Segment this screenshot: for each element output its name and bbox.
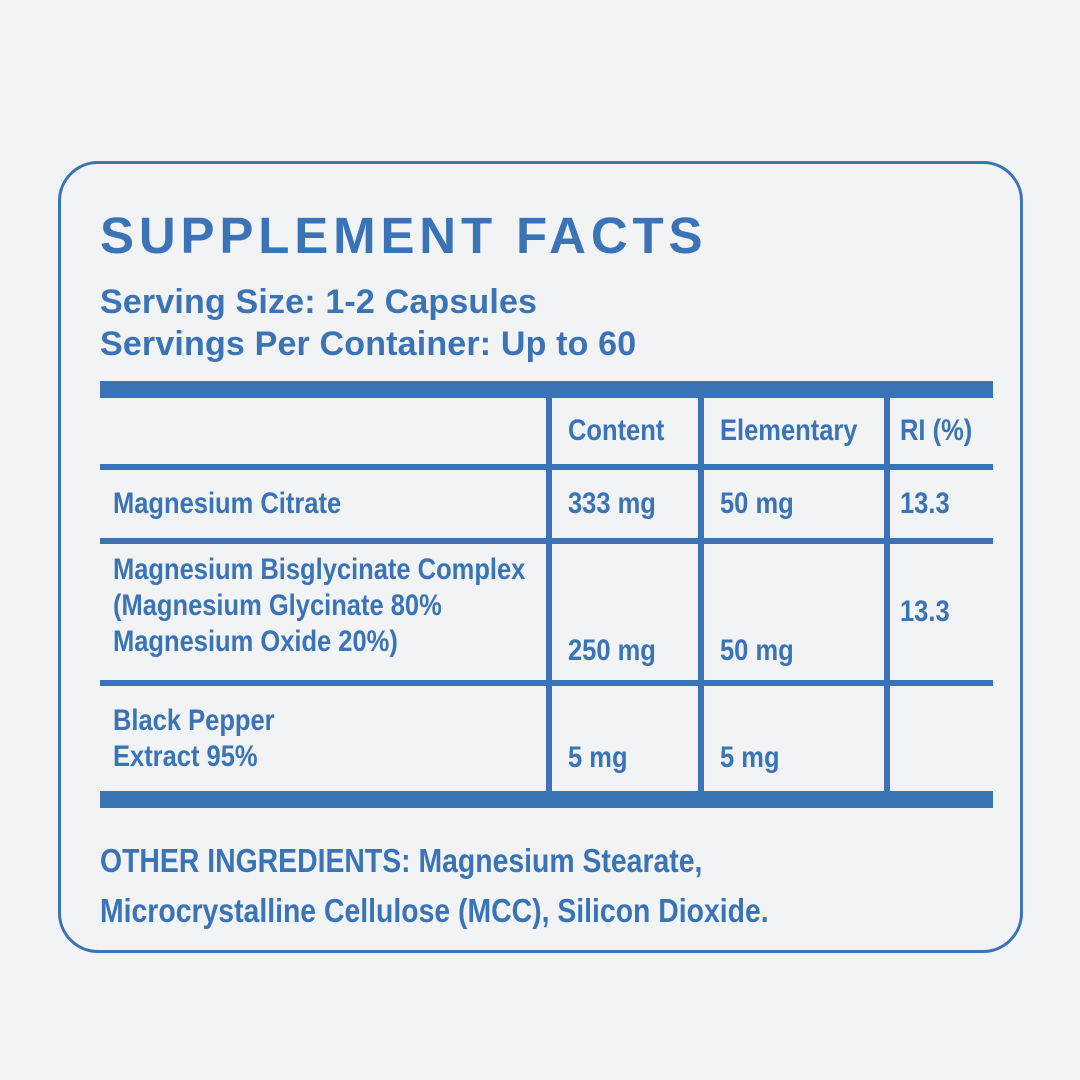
row3-content-cell — [546, 680, 698, 791]
other-ingredients-line2: Microcrystalline Cellulose (MCC), Silicon Dioxide. — [100, 892, 769, 929]
serving-info — [100, 281, 636, 365]
row2-elementary-cell — [698, 538, 884, 680]
row2-name-cell — [100, 538, 546, 680]
supplement-facts-card — [58, 161, 1023, 953]
servings-per-container-line: Servings Per Container: Up to 60 — [100, 325, 637, 363]
header-elementary-cell — [698, 398, 884, 464]
facts-table — [100, 381, 993, 808]
row2-ri-cell — [884, 538, 993, 680]
row1-content-cell — [546, 464, 698, 538]
header-name-cell — [100, 398, 546, 464]
row3-elementary-cell — [698, 680, 884, 791]
row2-content: 250 mg — [568, 634, 656, 667]
header-content-cell — [546, 398, 698, 464]
row2-elementary: 50 mg — [720, 634, 794, 667]
header-ri-label: RI (%) — [900, 414, 973, 447]
serving-size-line: Serving Size: 1-2 Capsules — [100, 283, 538, 321]
header-content-label: Content — [568, 414, 665, 447]
row3-name: Black Pepper Extract 95% — [113, 703, 275, 773]
other-ingredients — [100, 836, 878, 936]
row1-name-cell — [100, 464, 546, 538]
header-ri-cell — [884, 398, 993, 464]
row1-elementary-cell — [698, 464, 884, 538]
page-title: SUPPLEMENT FACTS — [100, 207, 708, 264]
row1-ri-cell — [884, 464, 993, 538]
row3-name-cell — [100, 680, 546, 791]
row2-name: Magnesium Bisglycinate Complex (Magnesium Glycinate 80% Magnesium Oxide 20%) — [113, 553, 526, 658]
facts-grid — [100, 398, 993, 791]
row3-elementary: 5 mg — [720, 741, 780, 774]
row1-elementary: 50 mg — [720, 487, 794, 520]
row3-ri-cell — [884, 680, 993, 791]
row2-content-cell — [546, 538, 698, 680]
row1-content: 333 mg — [568, 487, 656, 520]
row1-name: Magnesium Citrate — [113, 487, 342, 520]
header-elementary-label: Elementary — [720, 414, 858, 447]
row1-ri: 13.3 — [900, 487, 950, 520]
other-ingredients-line1: OTHER INGREDIENTS: Magnesium Stearate, — [100, 842, 703, 879]
table-bottom-bar — [100, 791, 993, 808]
row2-ri: 13.3 — [900, 595, 950, 628]
table-top-bar — [100, 381, 993, 398]
row3-content: 5 mg — [568, 741, 628, 774]
